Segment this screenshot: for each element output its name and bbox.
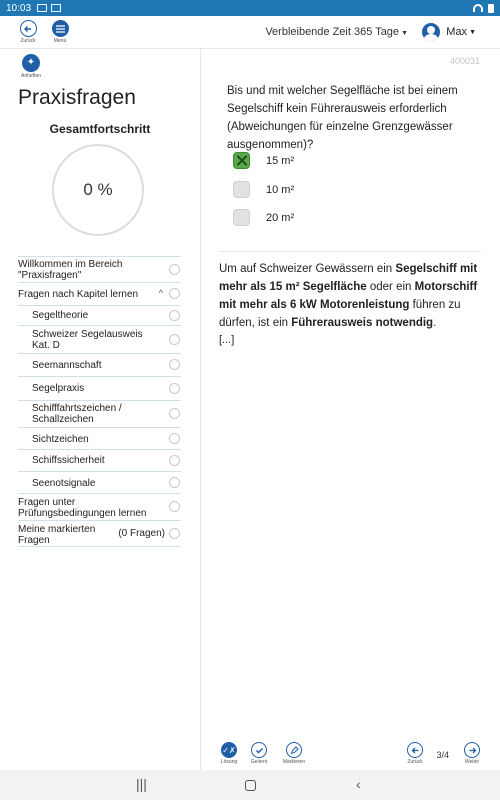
menu-item-label: Seenotsignale bbox=[32, 478, 96, 489]
remaining-time-dropdown[interactable] bbox=[265, 26, 408, 38]
next-label: Weiter bbox=[464, 759, 480, 765]
question-id: 400031 bbox=[449, 56, 480, 66]
answer-label: 10 m² bbox=[266, 183, 295, 196]
status-circle-icon bbox=[169, 264, 180, 275]
answer-label: 20 m² bbox=[266, 211, 295, 224]
home-icon[interactable] bbox=[245, 780, 256, 791]
status-circle-icon bbox=[169, 455, 180, 466]
solution-label: Lösung bbox=[220, 759, 238, 765]
wifi-icon bbox=[473, 4, 483, 12]
answer-option[interactable] bbox=[233, 181, 294, 198]
menu-item-label: Seemannschaft bbox=[32, 360, 102, 371]
menu-item-label: Fragen nach Kapitel lernen bbox=[18, 289, 139, 300]
pin-icon: ✦ bbox=[22, 54, 40, 72]
menu-item-label: Segeltheorie bbox=[32, 310, 89, 321]
answer-checkbox-checked[interactable] bbox=[233, 152, 250, 169]
explanation-bold: Motorschiff mit mehr als 6 kW Motorenleistung bbox=[219, 281, 478, 311]
menu-item-seemannschaft[interactable] bbox=[18, 353, 181, 376]
progress-ring bbox=[52, 144, 144, 236]
check-icon bbox=[251, 742, 267, 758]
bottom-toolbar bbox=[201, 738, 500, 770]
status-circle-icon bbox=[169, 310, 180, 321]
pin-button[interactable] bbox=[18, 54, 44, 79]
status-circle-icon bbox=[169, 528, 180, 539]
image-notification-icon bbox=[37, 4, 47, 12]
pin-label: Anheften bbox=[20, 73, 42, 79]
status-circle-icon bbox=[169, 408, 180, 419]
status-circle-icon bbox=[169, 433, 180, 444]
answer-option[interactable] bbox=[233, 152, 294, 169]
previous-question-button[interactable] bbox=[400, 742, 430, 765]
mark-button[interactable] bbox=[279, 742, 309, 765]
android-nav-bar bbox=[0, 770, 500, 800]
menu-item-schifffahrtszeichen[interactable] bbox=[18, 400, 181, 427]
explanation-text bbox=[219, 260, 481, 332]
status-circle-icon bbox=[169, 288, 180, 299]
menu-button[interactable] bbox=[45, 20, 75, 44]
back-button[interactable] bbox=[13, 20, 43, 44]
user-menu[interactable] bbox=[422, 23, 476, 41]
progress-title: Gesamtfortschritt bbox=[49, 122, 151, 136]
arrow-left-icon bbox=[407, 742, 423, 758]
answer-label: 15 m² bbox=[266, 154, 295, 167]
top-bar bbox=[0, 16, 500, 49]
menu-item-welcome[interactable] bbox=[18, 256, 181, 282]
user-avatar-icon bbox=[422, 23, 440, 41]
menu-item-label: Sichtzeichen bbox=[32, 434, 89, 445]
answer-option[interactable] bbox=[233, 209, 294, 226]
menu-item-exam-mode[interactable] bbox=[18, 493, 181, 520]
next-question-button[interactable] bbox=[457, 742, 487, 765]
menu-item-label: Segelpraxis bbox=[32, 383, 85, 394]
explanation-part: führen zu dürfen, ist ein bbox=[219, 299, 461, 329]
mark-label: Markieren bbox=[282, 759, 306, 765]
sidebar bbox=[0, 48, 200, 770]
page-title: Praxisfragen bbox=[18, 86, 136, 109]
progress-value: 0 % bbox=[83, 180, 113, 199]
marked-count: (0 Fragen) bbox=[118, 527, 165, 539]
menu-item-label: Schweizer Segelausweis Kat. D bbox=[32, 329, 143, 351]
menu-item-segelausweis[interactable] bbox=[18, 325, 181, 353]
answer-checkbox[interactable] bbox=[233, 209, 250, 226]
caret-down-icon: ▼ bbox=[469, 28, 476, 36]
read-more-link[interactable]: [...] bbox=[219, 334, 235, 346]
explanation-part: . bbox=[433, 317, 437, 329]
question-text: Bis und mit welcher Segelfläche ist bei einem Segelschiff kein Führerausweis erforderlich (Abweichungen für einzelne Grenzgewässer ausgenommen)? bbox=[227, 85, 458, 151]
question-pager: 3/4 bbox=[436, 750, 449, 760]
back-nav-icon[interactable]: ‹ bbox=[356, 776, 361, 792]
learned-label: Gelernt bbox=[250, 759, 268, 765]
caret-down-icon: ▼ bbox=[401, 30, 408, 37]
back-label: Zurück bbox=[20, 38, 36, 44]
menu-item-label: Fragen unter Prüfungsbedingungen lernen bbox=[18, 497, 147, 519]
recent-apps-icon[interactable]: ||| bbox=[136, 776, 147, 792]
user-name: Max bbox=[446, 26, 468, 38]
status-circle-icon bbox=[169, 383, 180, 394]
prev-label: Zurück bbox=[407, 759, 423, 765]
menu-label: Menü bbox=[53, 38, 67, 44]
chevron-up-icon[interactable]: ^ bbox=[158, 288, 163, 298]
status-circle-icon bbox=[169, 334, 180, 345]
status-bar bbox=[0, 0, 500, 16]
explanation-part: Um auf Schweizer Gewässern ein bbox=[219, 263, 396, 275]
video-notification-icon bbox=[51, 4, 61, 12]
question-panel bbox=[201, 48, 500, 770]
section-divider bbox=[219, 251, 481, 252]
menu-item-seenotsignale[interactable] bbox=[18, 471, 181, 493]
menu-item-label: Meine markierten Fragen bbox=[18, 524, 96, 546]
remaining-time-text: Verbleibende Zeit 365 Tage bbox=[265, 26, 400, 38]
status-circle-icon bbox=[169, 501, 180, 512]
menu-item-label: Willkommen im Bereich "Praxisfragen" bbox=[18, 259, 123, 281]
menu-item-segelpraxis[interactable] bbox=[18, 376, 181, 400]
menu-item-label: Schiffssicherheit bbox=[32, 455, 105, 466]
pencil-icon bbox=[286, 742, 302, 758]
battery-icon bbox=[488, 4, 494, 13]
chapter-menu bbox=[18, 256, 181, 547]
status-time: 10:03 bbox=[6, 2, 32, 14]
solution-button[interactable] bbox=[214, 742, 244, 765]
menu-item-segeltheorie[interactable] bbox=[18, 305, 181, 325]
solution-icon: ✓✗ bbox=[221, 742, 237, 758]
menu-item-schiffssicherheit[interactable] bbox=[18, 449, 181, 471]
status-circle-icon bbox=[169, 359, 180, 370]
explanation-bold: Führerausweis notwendig bbox=[291, 317, 434, 329]
menu-item-chapters[interactable] bbox=[18, 282, 181, 305]
status-circle-icon bbox=[169, 477, 180, 488]
answer-checkbox[interactable] bbox=[233, 181, 250, 198]
menu-item-label: Schifffahrtszeichen / Schallzeichen bbox=[32, 403, 122, 425]
learned-button[interactable] bbox=[244, 742, 274, 765]
arrow-right-icon bbox=[464, 742, 480, 758]
explanation-part: oder ein bbox=[366, 281, 415, 293]
menu-item-sichtzeichen[interactable] bbox=[18, 427, 181, 449]
explanation-bold: Segelschiff mit mehr als 15 m² Segelfläche bbox=[219, 263, 478, 293]
menu-item-marked-questions[interactable] bbox=[18, 520, 181, 547]
arrow-left-icon bbox=[20, 20, 37, 37]
menu-icon bbox=[52, 20, 69, 37]
